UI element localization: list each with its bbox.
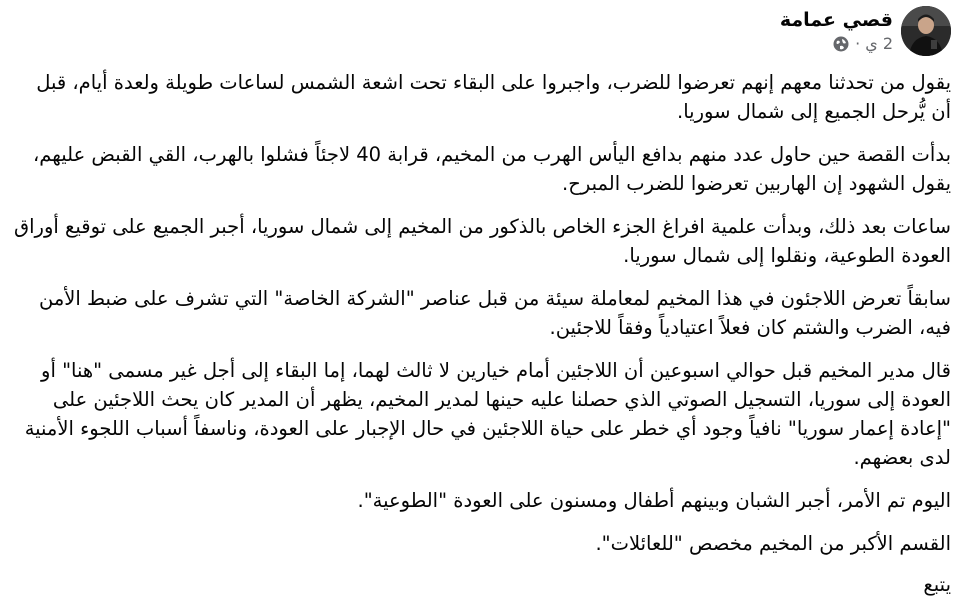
post-paragraph: ساعات بعد ذلك، وبدأت علمية افراغ الجزء الخاص بالذكور من المخيم إلى شمال سوريا، أجبر الجميع على توقيع أوراق العودة الطوعية، ونقلوا إلى شمال سوريا. bbox=[14, 215, 951, 267]
post-paragraph: قال مدير المخيم قبل حوالي اسبوعين أن اللاجئين أمام خيارين لا ثالث لهما، إما البقاء إلى أجل غير مسمى "هنا" أو العودة إلى سوريا، التسجيل الصوتي الذي حصلنا عليه حينها لمدير المخيم، يظهر أن المدير كان يحث اللاجئين على "إعادة إعمار سوريا" نافياً وجود أي خطر على حياة اللاجئين في حال الإجبار على العودة، وناسفاً أسباب اللجوء الأمنية لدى بعضهم. bbox=[24, 359, 951, 469]
author-avatar[interactable] bbox=[901, 6, 951, 56]
post-body bbox=[14, 68, 951, 613]
continuation-text: يتبع bbox=[923, 573, 951, 596]
author-info bbox=[780, 7, 893, 55]
meta-separator: · bbox=[855, 34, 861, 53]
post-paragraph: اليوم تم الأمر، أجبر الشبان وبينهم أطفال ومسنون على العودة "الطوعية". bbox=[357, 489, 951, 512]
post-timestamp[interactable]: 2 ي bbox=[865, 34, 893, 53]
post-paragraph: القسم الأكبر من المخيم مخصص "للعائلات". bbox=[595, 532, 951, 555]
globe-icon[interactable] bbox=[832, 35, 850, 53]
post-paragraph: سابقاً تعرض اللاجئون في هذا المخيم لمعاملة سيئة من قبل عناصر "الشركة الخاصة" التي تشرف على ضبط الأمن فيه، الضرب والشتم كان فعلاً اعتيادياً وفقاً للاجئين. bbox=[38, 287, 951, 339]
post-paragraph: يقول من تحدثنا معهم إنهم تعرضوا للضرب، واجبروا على البقاء تحت اشعة الشمس لساعات طويلة ولعدة أيام، قبل أن يُّرحل الجميع إلى شمال سوريا. bbox=[36, 71, 951, 123]
author-name[interactable]: قصي عمامة bbox=[779, 9, 893, 31]
post-header bbox=[780, 6, 951, 56]
post-meta bbox=[832, 33, 893, 55]
user-avatar-photo-icon bbox=[901, 6, 951, 56]
post-paragraph: بدأت القصة حين حاول عدد منهم بدافع اليأس الهرب من المخيم، قرابة 40 لاجئاً فشلوا بالهرب، القي القبض عليهم، يقول الشهود إن الهاربين تعرضوا للضرب المبرح. bbox=[32, 143, 951, 195]
